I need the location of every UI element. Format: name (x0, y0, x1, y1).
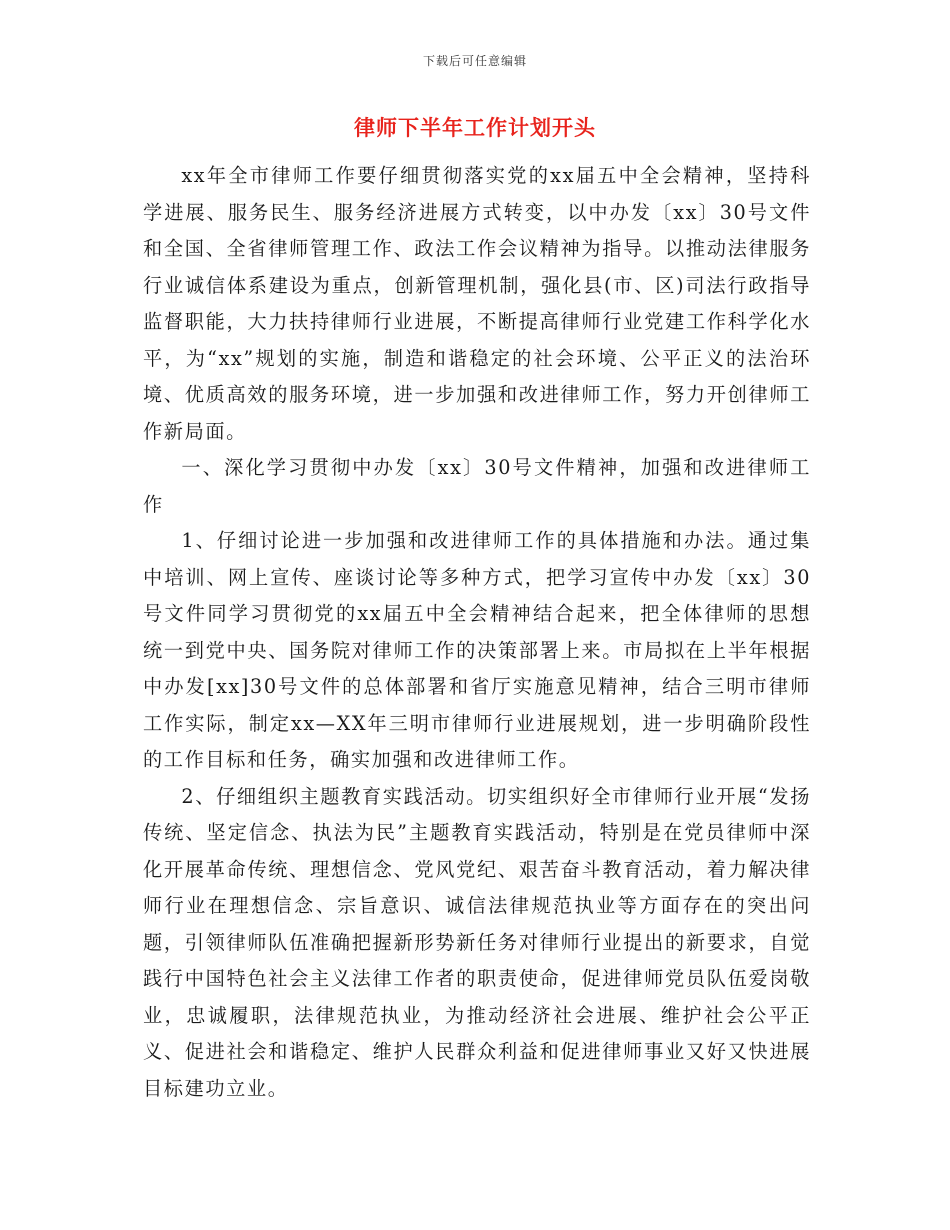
paragraph-item-1: 1、仔细讨论进一步加强和改进律师工作的具体措施和办法。通过集中培训、网上宣传、座谈讨论等多种方式，把学习宣传中办发〔xx〕30号文件同学习贯彻党的xx届五中全会精神结合起来，把全体律师的思想统一到党中央、国务院对律师工作的决策部署上来。市局拟在上半年根据中办发[xx]30号文件的总体部署和省厅实施意见精神，结合三明市律师工作实际，制定xx—XX年三明市律师行业进展规划，进一步明确阶段性的工作目标和任务，确实加强和改进律师工作。 (143, 529, 811, 771)
header-note: 下载后可任意编辑 (422, 54, 527, 68)
paragraph-item-2: 2、仔细组织主题教育实践活动。切实组织好全市律师行业开展“发扬传统、坚定信念、执法为民”主题教育实践活动，特别是在党员律师中深化开展革命传统、理想信念、党风党纪、艰苦奋斗教育活动，着力解决律师行业在理想信念、宗旨意识、诚信法律规范执业等方面存在的突出问题，引领律师队伍准确把握新形势新任务对律师行业提出的新要求，自觉践行中国特色社会主义法律工作者的职责使命，促进律师党员队伍爱岗敬业，忠诚履职，法律规范执业，为推动经济社会进展、维护社会公平正义、促进社会和谐稳定、维护人民群众利益和促进律师事业又好又快进展目标建功立业。 (143, 784, 811, 1100)
paragraph-section-heading-1: 一、深化学习贯彻中办发〔xx〕30号文件精神，加强和改进律师工作 (143, 456, 811, 516)
document-body (143, 158, 811, 1107)
document-title: 律师下半年工作计划开头 (354, 115, 596, 140)
paragraph-intro: xx年全市律师工作要仔细贯彻落实党的xx届五中全会精神，坚持科学进展、服务民生、服务经济进展方式转变，以中办发〔xx〕30号文件和全国、全省律师管理工作、政法工作会议精神为指导。以推动法律服务行业诚信体系建设为重点，创新管理机制，强化县(市、区)司法行政指导监督职能，大力扶持律师行业进展，不断提高律师行业党建工作科学化水平，为“xx”规划的实施，制造和谐稳定的社会环境、公平正义的法治环境、优质高效的服务环境，进一步加强和改进律师工作，努力开创律师工作新局面。 (143, 164, 811, 443)
